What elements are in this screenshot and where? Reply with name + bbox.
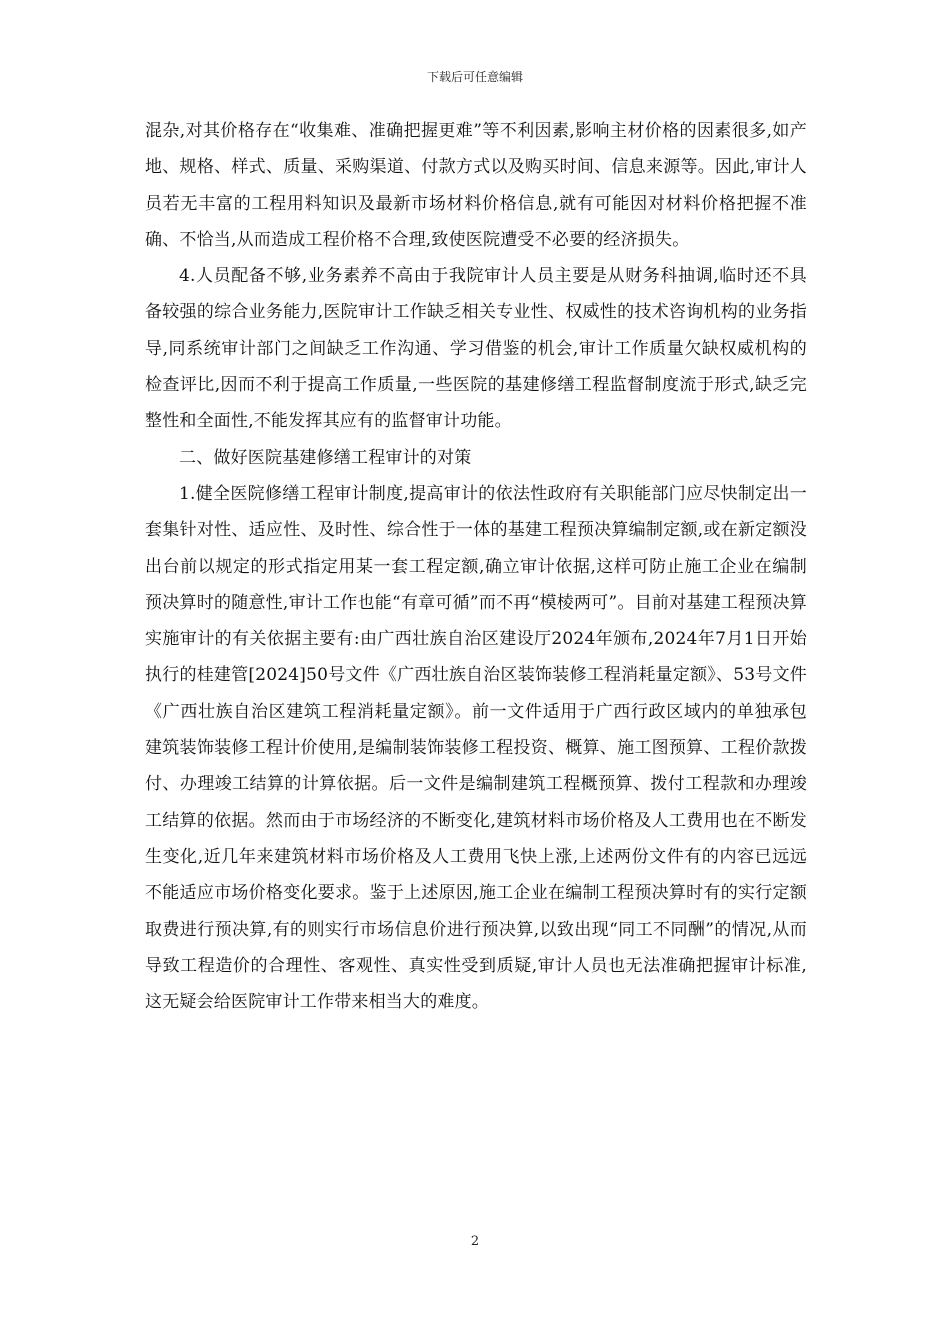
- paragraph-continuation: 混杂,对其价格存在“收集难、准确把握更难”等不利因素,影响主材价格的因素很多,如产地、规格、样式、质量、采购渠道、付款方式以及购买时间、信息来源等。因此,审计人员若无丰富的工程用料知识及最新市场材料价格信息,就有可能因对材料价格把握不准确、不恰当,从而造成工程价格不合理,致使医院遭受不必要的经济损失。: [145, 121, 807, 250]
- page-header: 下载后可任意编辑: [426, 70, 523, 84]
- paragraph-audit-system: 1.健全医院修缮工程审计制度,提高审计的依法性政府有关职能部门应尽快制定出一套集针对性、适应性、及时性、综合性于一体的基建工程预决算编制定额,或在新定额没出台前以规定的形式指定用某一套工程定额,确立审计依据,这样可防止施工企业在编制预决算时的随意性,审计工作也能“有章可循”而不再“模棱两可”。目前对基建工程预决算实施审计的有关依据主要有:由广西壮族自治区建设厅2024年颁布,2024年7月1日开始执行的桂建管[2024]50号文件《广西壮族自治区装饰装修工程消耗量定额》、53号文件《广西壮族自治区建筑工程消耗量定额》。前一文件适用于广西行政区域内的单独承包建筑装饰装修工程计价使用,是编制装饰装修工程投资、概算、施工图预算、工程价款拨付、办理竣工结算的计算依据。后一文件是编制建筑工程概预算、拨付工程款和办理竣工结算的依据。然而由于市场经济的不断变化,建筑材料市场价格及人工费用也在不断发生变化,近几年来建筑材料市场价格及人工费用飞快上涨,上述两份文件有的内容已远远不能适应市场价格变化要求。鉴于上述原因,施工企业在编制工程预决算时有的实行定额取费进行预决算,有的则实行市场信息价进行预决算,以致出现“同工不同酬”的情况,从而导致工程造价的合理性、客观性、真实性受到质疑,审计人员也无法准确把握审计标准,这无疑会给医院审计工作带来相当大的难度。: [145, 483, 807, 1013]
- document-body: [145, 113, 807, 1020]
- page-number: 2: [470, 1234, 480, 1249]
- paragraph-staffing-issue: 4.人员配备不够,业务素养不高由于我院审计人员主要是从财务科抽调,临时还不具备较强的综合业务能力,医院审计工作缺乏相关专业性、权威性的技术咨询机构的业务指导,同系统审计部门之间缺乏工作沟通、学习借鉴的机会,审计工作质量欠缺权威机构的检查评比,因而不利于提高工作质量,一些医院的基建修缮工程监督制度流于形式,缺乏完整性和全面性,不能发挥其应有的监督审计功能。: [145, 266, 807, 432]
- section-heading-countermeasures: 二、做好医院基建修缮工程审计的对策: [179, 447, 472, 468]
